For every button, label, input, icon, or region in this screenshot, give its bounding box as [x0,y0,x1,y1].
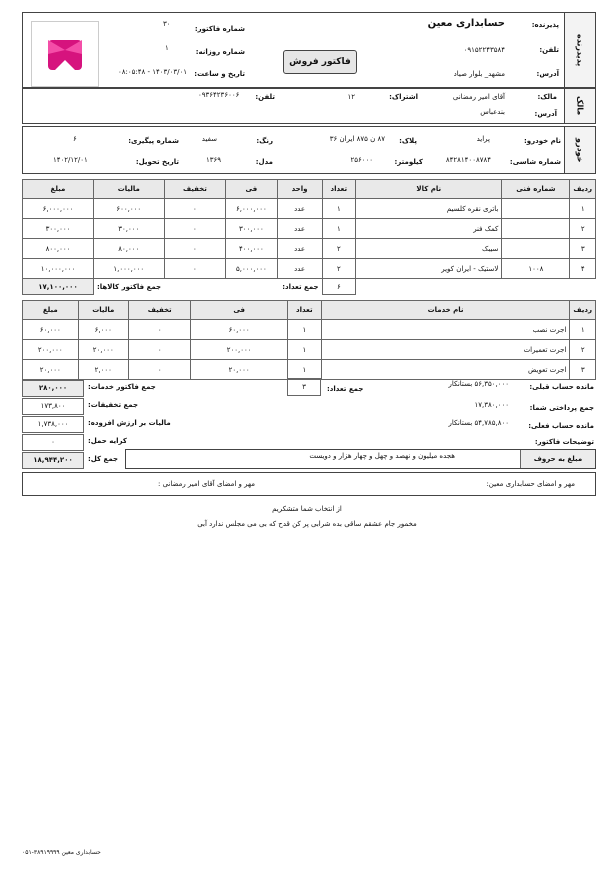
thanks-text: از انتخاب شما متشکریم [272,505,342,513]
cell: ۳۰۰,۰۰۰ [23,219,94,239]
cell: ۲,۰۰۰ [78,360,129,380]
prev-balance-label: مانده حساب قبلی: [529,383,594,391]
owner-address-label: آدرس: [534,110,557,118]
services-header-row [23,301,596,320]
goods-sum-row [23,279,596,295]
discount-total-label: جمع تخفیفات: [88,401,139,409]
seller-signature: مهر و امضای حسابداری معین: [486,480,575,488]
poem-text: مخمور جام عشقم ساقی بده شرابی پر کن قدح که بی می مجلس ندارد آبی [197,520,417,528]
buyer-phone: ۰۹۱۵۲۲۴۳۵۸۴ [463,46,505,54]
owner-name-label: مالک: [537,93,557,101]
buyer-phone-label: تلفن: [539,46,559,54]
services-count: ۳ [287,378,321,396]
subscription-value: ۱۲ [347,93,355,101]
model-value: ۱۳۶۹ [205,156,221,164]
services-total-label: جمع فاکتور خدمات: [88,383,156,391]
cell: ۶۰۰,۰۰۰ [93,199,164,219]
notes-label: توضیحات فاکتور: [534,438,594,446]
owner-phone: ۰۹۳۶۴۲۳۶۰۰۶ [198,91,240,99]
col-header: ردیف [570,301,596,320]
cell: ۶۰,۰۰۰ [191,320,288,340]
owner-phone-label: تلفن: [255,93,275,101]
chassis-label: شماره شاسی: [509,158,561,166]
cell: ۵,۰۰۰,۰۰۰ [226,259,277,279]
bottom-footer: حسابداری معین ۳۸۹۱۹۹۹۹-۰۵۱ [22,849,101,856]
cell: ۱۰,۰۰۰,۰۰۰ [23,259,94,279]
cell: ۲۰۰,۰۰۰ [23,340,79,360]
table-row [23,239,596,259]
company-name: حسابداری معین [427,18,505,29]
cell: عدد [277,239,322,259]
table-row [23,259,596,279]
goods-total-label: جمع فاکتور کالاها: [96,282,162,291]
cell: باتری نقره کلسیم [356,199,502,219]
cell: ۲۰,۰۰۰ [23,360,79,380]
daily-number-label: شماره روزانه: [195,48,245,56]
amount-in-words-box [125,449,596,469]
table-row [23,340,596,360]
cell: ۰ [164,259,226,279]
delivery-value: ۱۴۰۲/۱۲/۰۱ [53,156,88,164]
col-header: مالیات [78,301,129,320]
cell: ۱,۰۰۰,۰۰۰ [93,259,164,279]
plate-value: ۸۷ ن ۸۷۵ ایران ۳۶ [329,135,385,143]
subscription-label: اشتراک: [389,93,418,101]
col-header: تخفیف [164,180,226,199]
buyer-section-tab: پدیدرنده [564,13,595,87]
color-value: سفید [201,135,217,143]
cell [502,199,570,219]
cell: عدد [277,259,322,279]
cell: ۱ [322,199,356,219]
buyer-address: مشهد_ بلوار صیاد [453,70,505,78]
cell: ۶,۰۰۰ [78,320,129,340]
cell: ۳ [570,360,596,380]
tracking-value: ۶ [73,135,77,143]
buyer-address-label: آدرس: [536,70,559,78]
col-header: ردیف [570,180,596,199]
cell: ۰ [129,320,191,340]
col-header: نام کالا [356,180,502,199]
cell: ۰ [164,199,226,219]
invoice-title: فاکتور فروش [283,50,357,74]
cell: ۱ [287,340,321,360]
services-table [22,300,596,380]
cell: ۱ [570,199,596,219]
owner-box [22,88,596,124]
cell: ۳۰,۰۰۰ [93,219,164,239]
datetime-label: تاریخ و ساعت: [194,70,245,78]
tax-total-label: مالیات بر ارزش افزوده: [88,419,171,427]
chassis-value: ۸۴۲۸۱۴۰۰۸۷۸۴ [445,156,491,164]
cell: ۰ [164,219,226,239]
col-header: شماره فنی [502,180,570,199]
goods-total: ۱۷,۱۰۰,۰۰۰ [23,279,94,295]
cell: ۲ [322,239,356,259]
header-box [22,12,596,88]
tracking-label: شماره پیگیری: [128,137,179,145]
buyer-signature: مهر و امضای آقای امیر رمضانی : [158,480,255,488]
vehicle-name-label: نام خودرو: [523,137,561,145]
cell: ۶,۰۰۰,۰۰۰ [226,199,277,219]
col-header: تعداد [287,301,321,320]
goods-count-label: جمع تعداد: [282,282,319,291]
col-header: مبلغ [23,301,79,320]
delivery-label: تاریخ تحویل: [135,158,179,166]
cell: ۱ [287,320,321,340]
model-label: مدل: [255,158,273,166]
cell: ۰ [164,239,226,259]
cell: ۸۰۰,۰۰۰ [23,239,94,259]
vehicle-box [22,126,596,174]
discount-total: ۱۷۳,۸۰۰ [22,398,84,415]
cell: عدد [277,199,322,219]
cell: اجرت تعمیرات [321,340,570,360]
cell: ۱ [570,320,596,340]
plate-label: پلاک: [399,137,417,145]
grand-total-label: جمع کل: [88,455,119,463]
company-logo [31,21,99,87]
cell: ۴۰۰,۰۰۰ [226,239,277,259]
current-balance: ۵۴,۷۸۵,۸۰۰ بستانکار [448,419,509,427]
cell: ۳۰۰,۰۰۰ [226,219,277,239]
table-row [23,219,596,239]
km-value: ۲۵۶۰۰۰ [350,156,373,164]
color-label: رنگ: [256,137,273,145]
cell [502,239,570,259]
table-row [23,199,596,219]
km-label: کیلومتر: [394,158,423,166]
cell: ۰ [129,340,191,360]
tax-total: ۱,۷۳۸,۰۰۰ [22,416,84,433]
col-header: مالیات [93,180,164,199]
col-header: تخفیف [129,301,191,320]
col-header: نام خدمات [321,301,570,320]
col-header: واحد [277,180,322,199]
cell: اجرت تعویض [321,360,570,380]
col-header: تعداد [322,180,356,199]
cell: ۳ [570,239,596,259]
table-row [23,360,596,380]
cell: ۰ [129,360,191,380]
col-header: فی [226,180,277,199]
cell: ۸۰,۰۰۰ [93,239,164,259]
freight-total: ۰ [22,434,84,451]
freight-label: کرایه حمل: [88,437,127,445]
cell: ۶۰,۰۰۰ [23,320,79,340]
cell: ۲ [570,219,596,239]
paid-label: جمع پرداختی شما: [529,404,594,412]
daily-number: ۱ [165,44,169,52]
owner-address: بندعباس [480,108,505,116]
services-total: ۲۸۰,۰۰۰ [22,380,84,397]
cell: ۲ [322,259,356,279]
cell: ۱۰۰۸ [502,259,570,279]
col-header: مبلغ [23,180,94,199]
paid-value: ۱۷,۳۸۰,۰۰۰ [474,401,509,409]
invoice-number: ۳۰ [163,20,171,28]
grand-total: ۱۸,۹۴۴,۲۰۰ [22,452,84,469]
signature-box [22,472,596,496]
owner-name: آقای امیر رمضانی [452,93,505,101]
goods-table [22,179,596,295]
amount-in-words-label: مبلغ به حروف [520,450,595,468]
cell: ۲۰,۰۰۰ [78,340,129,360]
datetime-value: ۱۴۰۳/۰۳/۰۱ - ۰۸:۰۵:۴۸ [118,68,188,76]
cell: کمک فنر [356,219,502,239]
cell: ۲ [570,340,596,360]
invoice-number-label: شماره فاکتور: [194,25,245,33]
cell: لاستیک - ایران کویر [356,259,502,279]
cell: ۲۰۰,۰۰۰ [191,340,288,360]
company-label: پذیرنده: [531,21,559,29]
cell: ۱ [322,219,356,239]
goods-count: ۶ [322,279,356,295]
owner-section-tab: مالک [564,89,595,123]
cell [502,219,570,239]
cell: ۱ [287,360,321,380]
cell: عدد [277,219,322,239]
vehicle-name: پراید [476,135,490,143]
cell: ۶,۰۰۰,۰۰۰ [23,199,94,219]
services-count-label: جمع تعداد: [327,385,364,393]
col-header: فی [191,301,288,320]
goods-header-row [23,180,596,199]
current-balance-label: مانده حساب فعلی: [528,422,594,430]
vehicle-section-tab: خودرو [564,127,595,173]
table-row [23,320,596,340]
cell: ۲۰,۰۰۰ [191,360,288,380]
prev-balance: ۵۶,۳۵۰,۰۰۰ بستانکار [448,380,509,388]
cell: ۴ [570,259,596,279]
cell: سیبک [356,239,502,259]
cell: اجرت نصب [321,320,570,340]
amount-in-words: هجده میلیون و نهصد و چهل و چهار هزار و دویست [309,452,455,460]
